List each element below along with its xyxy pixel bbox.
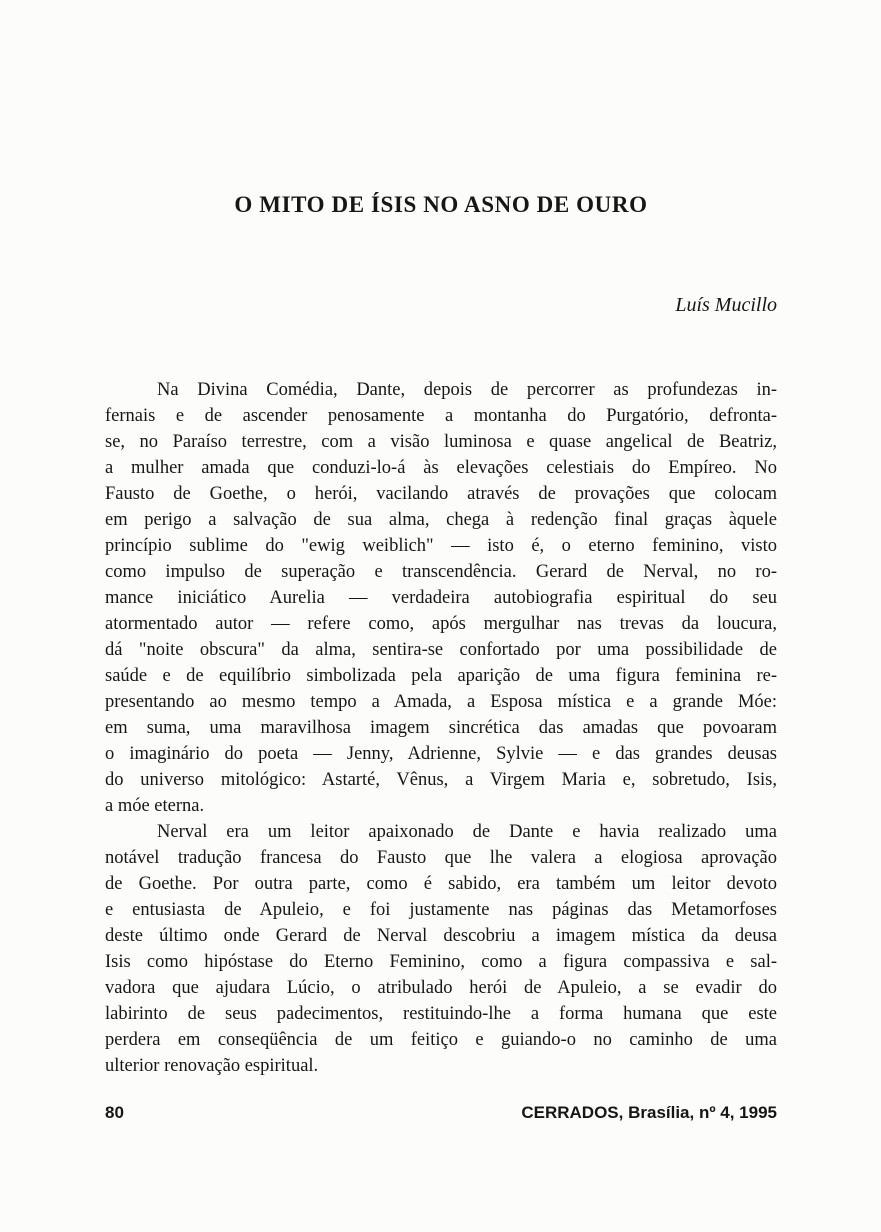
journal-citation: CERRADOS, Brasília, nº 4, 1995: [521, 1103, 777, 1122]
text-line: Fausto de Goethe, o herói, vacilando através de provações que colocam: [105, 484, 777, 504]
text-line: e entusiasta de Apuleio, e foi justamente nas páginas das Metamorfoses: [105, 900, 777, 920]
text-line: vadora que ajudara Lúcio, o atribulado herói de Apuleio, a se evadir do: [105, 978, 777, 998]
text-line: Nerval era um leitor apaixonado de Dante e havia realizado uma: [157, 822, 777, 842]
article-body: [105, 377, 777, 1079]
page-number: 80: [105, 1103, 124, 1122]
text-line: fernais e de ascender penosamente a montanha do Purgatório, defronta-: [105, 406, 777, 426]
text-line: saúde e de equilíbrio simbolizada pela aparição de uma figura feminina re-: [105, 666, 777, 686]
text-line: do universo mitológico: Astarté, Vênus, a Virgem Maria e, sobretudo, Isis,: [105, 770, 777, 790]
text-line: se, no Paraíso terrestre, com a visão luminosa e quase angelical de Beatriz,: [105, 432, 777, 452]
text-line: de Goethe. Por outra parte, como é sabido, era também um leitor devoto: [105, 874, 777, 894]
text-line: deste último onde Gerard de Nerval descobriu a imagem mística da deusa: [105, 926, 777, 946]
text-line: ulterior renovação espiritual.: [105, 1056, 319, 1076]
text-line: o imaginário do poeta — Jenny, Adrienne, Sylvie — e das grandes deusas: [105, 744, 777, 764]
text-line: labirinto de seus padecimentos, restituindo-lhe a forma humana que este: [105, 1004, 777, 1024]
text-line: mance iniciático Aurelia — verdadeira autobiografia espiritual do seu: [105, 588, 777, 608]
article-title: O MITO DE ÍSIS NO ASNO DE OURO: [234, 192, 648, 217]
text-line: Isis como hipóstase do Eterno Feminino, como a figura compassiva e sal-: [105, 952, 777, 972]
text-line: princípio sublime do "ewig weiblich" — isto é, o eterno feminino, visto: [105, 536, 777, 556]
text-line: a móe eterna.: [105, 796, 205, 816]
text-line: notável tradução francesa do Fausto que lhe valera a elogiosa aprovação: [105, 848, 777, 868]
page-footer: [105, 1103, 777, 1123]
text-line: como impulso de superação e transcendência. Gerard de Nerval, no ro-: [105, 562, 777, 582]
text-line: a mulher amada que conduzi-lo-á às elevações celestiais do Empíreo. No: [105, 458, 777, 478]
text-line: em perigo a salvação de sua alma, chega à redenção final graças àquele: [105, 510, 777, 530]
text-line: perdera em conseqüência de um feitiço e guiando-o no caminho de uma: [105, 1030, 777, 1050]
text-line: em suma, uma maravilhosa imagem sincrética das amadas que povoaram: [105, 718, 777, 738]
text-line: atormentado autor — refere como, após mergulhar nas trevas da loucura,: [105, 614, 777, 634]
text-line: presentando ao mesmo tempo a Amada, a Esposa mística e a grande Móe:: [105, 692, 777, 712]
article-author: Luís Mucillo: [675, 294, 777, 316]
text-line: Na Divina Comédia, Dante, depois de percorrer as profundezas in-: [157, 380, 777, 400]
text-line: dá "noite obscura" da alma, sentira-se confortado por uma possibilidade de: [105, 640, 777, 660]
